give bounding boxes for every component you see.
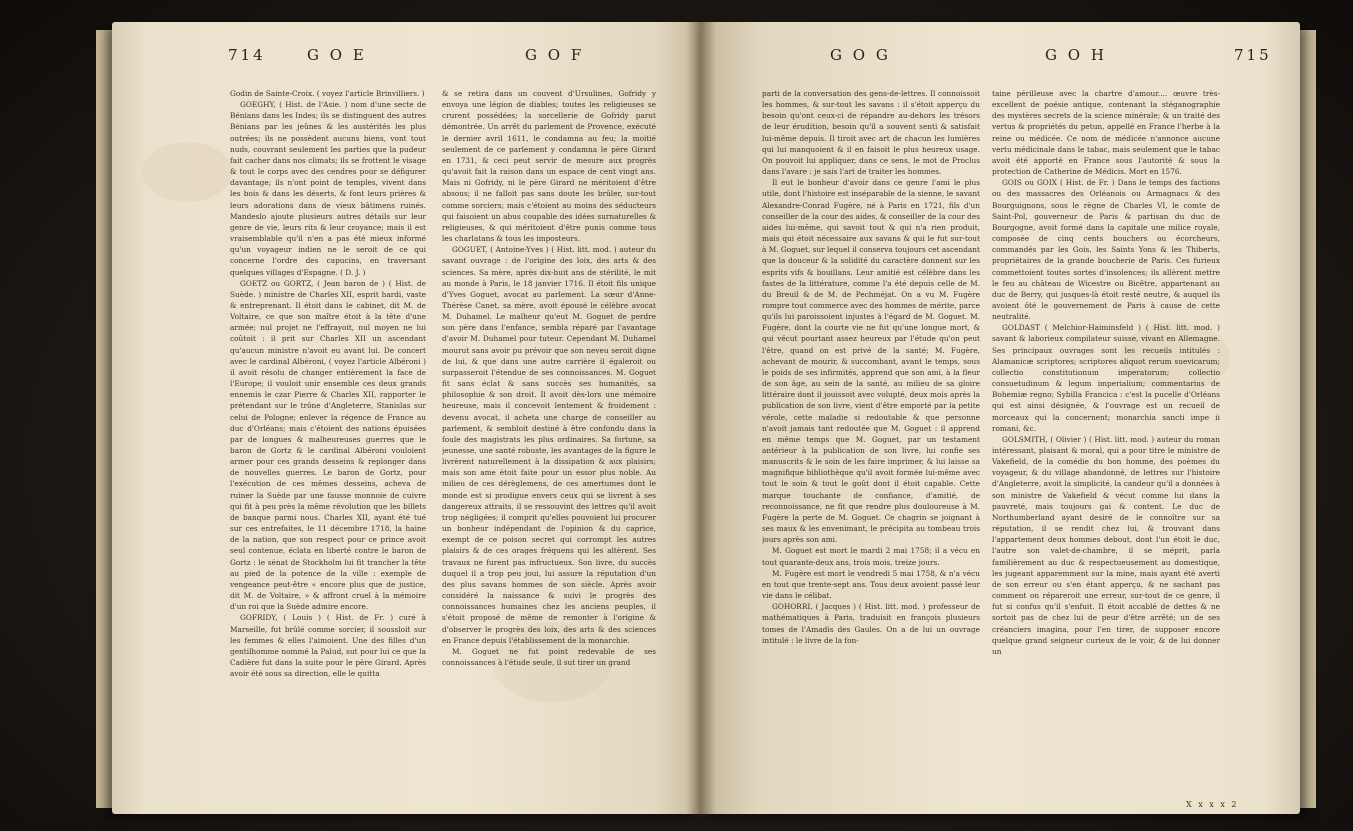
entry-goguet-death: M. Goguet est mort le mardi 2 mai 1758; il a vécu en tout quarante-deux ans, trois mois, treize jours. [762, 546, 980, 567]
left-page-number: 714 [228, 46, 266, 64]
left-running-title-1: G O E [307, 46, 367, 64]
entry-gofridy-continued: & se retira dans un couvent d'Ursulines, Gofridy y envoya une légion de diables; toutes les religieuses se crurent possédées; la sorcellerie de Gofridy parut démontrée. Un arrêt du parlement de Provence, exécuté le dernier avril 1611, le condamna au feu; la moitié seulement de ce parlement y condamna le père Girard en 1731, & ceci peut servir de mesure aux progrès qu'avoit fait la raison dans un espace de cent vingt ans. Mais ni Gofridy, ni le père Girard ne méritoient d'être absous; il ne falloit pas sans doute les brûler, sur-tout comme sorciers; mais c'étoient au moins des séducteurs qui faisoient un abus coupable des idées surnaturelles & religieuses, & qui méritoient d'être punis comme tous les charlatans & tous les imposteurs. [442, 89, 656, 244]
right-page-edges [1298, 30, 1316, 808]
entry-fugere-death: M. Fugère est mort le vendredi 5 mai 1758, & n'a vécu en tout que trente-sept ans. Tous deux avoient passé leur vie dans le célibat. [762, 568, 980, 601]
right-running-title-2: G O H [1045, 46, 1107, 64]
entry-goetz: GOETZ ou GORTZ, ( Jean baron de ) ( Hist. de Suède. ) ministre de Charles XII, esprit hardi, vaste & entreprenant. Il étoit dans le cabinet, dit M. de Voltaire, ce que son maître étoit à la tête d'une armée; nul projet ne l'effrayoit, nul moyen ne lui coûtoit : il prit sur Charles XII un ascendant qu'aucun ministre n'avoit eu avant lui. De concert avec le cardinal Albéroni, ( voyez l'article Albéroni ) il avoit résolu de changer entièrement la face de l'Europe; il vouloit unir ensemble ces deux grands ennemis le czar Pierre & Charles XII, rapporter le prétendant sur le trône d'Angleterre, Stanislas sur celui de Pologne; enlever la régence de France au duc d'Orléans; mais c'étoient des nations épuisées par de longues & malheureuses guerres que le baron de Gortz & le cardinal Albéroni vouloient armer pour ces grands desseins & replonger dans de nouvelles guerres. Le baron de Gortz, pour l'exécution de ces mêmes desseins, acheva de ruiner la Suède par une fausse monnoie de cuivre qui fit à peu près la même révolution que les billets de banque parmi nous. Charles XII, ayant été tué sur ces entrefaites, le 11 décembre 1718, la haine de la nation, que son respect pour ce prince avoit seul contenue, éclata en liberté contre le baron de Gortz : le sénat de Stockholm lui fit trancher la tête au pied de la potence de la ville : exemple de vengeance peut-être « encore plus que de justice, dit M. de Voltaire, » & affront cruel à la mémoire d'un roi que la Suède admire encore. [230, 278, 426, 612]
entry-fugere: Il eut le bonheur d'avoir dans ce genre l'ami le plus utile, dont l'histoire est inséparable de la sienne, le savant Alexandre-Conrad Fugère, né à Paris en 1721, fils d'un conseiller de la cour des aides, & conseiller de la cour des aides lui-même, qui savoit tout & qui n'a rien produit, mais qui étoit nécessaire aux savans & qui le fut sur-tout à M. Goguet, sur lequel il conserva toujours cet ascendant que la douceur & la solidité du caractère donnent sur les esprits vifs & bouillans. Leur amitié est célèbre dans les fastes de la littérature, comme l'a été depuis celle de M. du Breuil & de M. de Pechméjat. On a vu M. Fugère rompre tout commerce avec des hommes de mérite, parce qu'ils lui paroissoient injustes à l'égard de M. Goguet. M. Fugère, dont la courte vie ne fut qu'une longue mort, & qui vécut pourtant assez heureux par l'étude qu'on peut l'être, quand on est privé de la santé; M. Fugère, achevant de mourir, & succombant, avant le temps, sous le poids de ses infirmités, apprend que son ami, à la fleur de son âge, au sein de la santé, au milieu de sa gloire littéraire dont il jouissoit avec volupté, deux mois après la publication de son livre, vient d'être emporté par la petite vérole, cette maladie si redoutable & que personne n'avoit jamais tant redoutée que M. Goguet : il apprend en même temps que M. Goguet, par un testament antérieur à la publication de son livre, lui confie ses manuscrits & le soin de les faire imprimer, & lui laisse sa magnifique bibliothèque qu'il avoit formée lui-même avec tout le soin & tout le goût dont il étoit capable. Cette marque touchante de confiance, d'amitié, de reconnoissance, ne fit que rendre plus douloureuse à M. Fugère la perte de M. Goguet. Ce chagrin se joignant à ses maux & les envenimant, le précipita au tombeau trois jours après son ami. [762, 178, 980, 545]
entry-goeghy: GOEGHY, ( Hist. de l'Asie. ) nom d'une secte de Bénians dans les Indes; ils se distinguent des autres Bénians par les jeûnes & les austérités les plus outrées; ils ne possèdent aucuns biens, vont tout nuds, couvrant seulement les parties que la pudeur fait cacher dans nos climats; ils se frottent le visage & tout le corps avec des cendres pour se défigurer davantage; ils n'ont point de temples, vivent dans les bois & dans les déserts, & font leurs prières & leurs adorations dans de vieux bâtimens ruinés. Mandeslo ajoute plusieurs autres détails sur leur genre de vie, leurs rits & leur croyance; mais il est vraisemblable qu'il n'en a pas été mieux informé qu'un voyageur indien ne le seroit de ce qui concerne l'ordre des capucins, en traversant quelques villages d'Espagne. ( D. J. ) [230, 100, 426, 277]
entry-gofridy: GOFRIDY, ( Louis ) ( Hist. de Fr. ) curé à Marseille, fut brûlé comme sorcier, il soussloit sur les femmes & elles l'aimoient. Une des filles d'un gentilhomme nommé la Palud, sut pour lui ce que la Cadière fut dans la suite pour le père Girard. Après avoir été sous sa direction, elle le quitta [230, 613, 426, 679]
entry-goguet-continued: parti de la conversation des gens-de-lettres. Il connoissoit les hommes, & sur-tout les savans : il s'étoit apperçu du besoin qu'ont ceux-ci de répandre au-dehors les trésors de leur érudition, besoin qu'il a souvent senti & satisfait lui-même depuis. Il tiroit avec art de chacun les lumières qui lui manquoient & il en faisoit le plus heureux usage. On pouvoit lui appliquer, dans ce sens, le mot de Proclus dans l'avare : je sais l'art de traiter les hommes. [762, 89, 980, 177]
column-2 [442, 88, 656, 800]
entry-goldast: GOLDAST ( Melchior-Haiminsfeld ) ( Hist. litt. mod. ) savant & laborieux compilateur suisse, vivant en Allemagne. Ses principaux ouvrages sont les recueils intitulés : Alamanicæ scriptores; scriptores aliquot rerum suevicarum; collectio constitutionum imperatorum; collectio consuetudinum & legum imperialium; commentarius de Bohemiæ regno; Sybilla Francica : c'est la pucelle d'Orléans qui est ainsi désignée, & l'ouvrage est un recueil de morceaux qui la concernent; monarchia sancti impe ii romani, &c. [992, 323, 1220, 433]
entry-gohorri: GOHORRI, ( Jacques ) ( Hist. litt. mod. ) professeur de mathématiques à Paris, traduisit en françois plusieurs tomes de l'Amadis des Gaules. On a de lui un ouvrage intitulé : le livre de la fon- [762, 602, 980, 645]
column-3 [762, 88, 980, 800]
column-1 [230, 88, 426, 800]
entry-golsmith: GOLSMITH, ( Olivier ) ( Hist. litt. mod. ) auteur du roman intéressant, plaisant & moral, qui a pour titre le ministre de Vakefield, de la comédie du bon homme, des poèmes du voyageur, & du village abandonné, de lettres sur l'histoire d'Angleterre, avoit la simplicité, la candeur qu'il a données à son ministre de Vakefield & vécut comme lui dans la pauvreté, mais toujours gai & content. Le duc de Northumberland ayant desiré de le connoître sur sa réputation, il se rendit chez lui, & trouvant dans l'appartement deux hommes debout, dont l'un étoit le duc, l'autre son valet-de-chambre, il se méprit, parla familièrement au duc & respectueusement au domestique, les jugeant apparemment sur la mine, mais ayant été averti de son erreur ou s'en étant apperçu, & ne sachant pas comment on répareroit une erreur, sur-tout de ce genre, il fut si confus qu'il s'enfuit. Il étoit accablé de dettes & ne sortoit pas de chez lui de peur d'être arrêté; un de ses créanciers imagina, pour l'en tirer, de supposer encore quelque grand seigneur curieux de le voir, & de lui donner un [992, 434, 1220, 656]
entry-goguet-2: M. Goguet ne fut point redevable de ses connoissances à l'étude seule, il sut tirer un grand [442, 646, 656, 667]
entry-goguet: GOGUET, ( Antoine-Yves ) ( Hist. litt. mod. ) auteur du savant ouvrage : de l'origine des loix, des arts & des sciences. Sa mère, après dix-huit ans de stérilité, le mit au monde à Paris, le 18 janvier 1716. Il étoit fils unique d'Yves Goguet, avocat au parlement. La sœur d'Anne-Thérèse Canet, sa mère, avoit épousé le célèbre avocat M. Duhamel. Le malheur qu'eut M. Goguet de perdre son père dans l'enfance, sembla réparé par l'avantage d'avoir M. Duhamel pour tuteur. Cependant M. Duhamel mourut sans avoir pu prévoir que son neveu seroit digne de lui, & que dans une autre carrière il égaleroit ou surpasseroit l'étendue de ses connoissances. M. Goguet fit sans éclat & sans succès ses humanités, sa philosophie & son droit. Il avoit dès-lors une mémoire heureuse, mais il concevoit lentement & froidement : devenu avocat, il acheta une charge de conseiller au parlement, & sembloit destiné à être confondu dans la foule des magistrats les plus ordinaires. Sa fortune, sa jeunesse, une santé robuste, les avantages de la figure le livrèrent naturellement à la dissipation & aux plaisirs; mais son ame étoit faite pour un essor plus noble. Au milieu de ces dérèglemens, de ces amertumes dont le monde est si prodigue envers ceux qui se livrent à ses dangereux attraits, il se ressouvint des lettres qu'il avoit trop négligées; il comprit qu'elles pouvoient lui procurer un bonheur indépendant de l'opinion & du caprice, exempt de ce poison secret qui corrompt les autres plaisirs & de ces orages fréquens qui les altèrent. Ses travaux ne furent pas infructueux. Son livre, du succès duquel il a trop peu joui, lui assure la réputation d'un des plus savans hommes de son siècle. Après avoir considéré la naissance & suivi le progrès des connoissances humaines chez les anciens peuples, il s'étoit proposé de même de remonter à l'origine & d'observer le progrès des loix, des arts & des sciences en France depuis l'établissement de la monarchie. [442, 245, 656, 645]
column-4 [992, 88, 1220, 800]
right-running-title-1: G O G [830, 46, 891, 64]
right-page-number: 715 [1234, 46, 1272, 64]
entry-gois: GOIS ou GOIX ( Hist. de Fr. ) Dans le temps des factions ou des massacres des Orléanois ou Armagnacs & des Bourguignons, sous le règne de Charles VI, le comte de Saint-Pol, gouverneur de Paris & partisan du duc de Bourgogne, avoit formé dans la capitale une milice royale, composée de cinq cents bouchers ou écorcheurs, commandés par les Gois, les Saints Yons & les Thiberts, propriétaires de la grande boucherie de Paris. Ces furieux commettoient toutes sortes d'insolences; ils allèrent mettre le feu au château de Wicestre ou Bicêtre, appartenant au duc de Berry, qui jusques-là étoit resté neutre, & auquel ils avoient ôté le gouvernement de Paris à cause de cette neutralité. [992, 178, 1220, 322]
entry-gohorri-continued: taine périlleuse avec la chartre d'amour.... œuvre très-excellent de poésie antique, contenant la stéganographie des mystères secrets de la science minérale; & un traité des vertus & propriétés du petun, appellé en France l'herbe à la reine ou médicée. Ce nom de médicée n'annonce aucune vertu médicinale dans le tabac, mais seulement que le tabac avoit été apporté en France sous l'autorité & sous la protection de Catherine de Médicis. Mort en 1576. [992, 89, 1220, 177]
left-running-title-2: G O F [525, 46, 585, 64]
entry-godin: Godin de Sainte-Croix. ( voyez l'article Brinvilliers. ) [230, 89, 425, 98]
signature-mark: X x x x 2 [1186, 800, 1239, 809]
